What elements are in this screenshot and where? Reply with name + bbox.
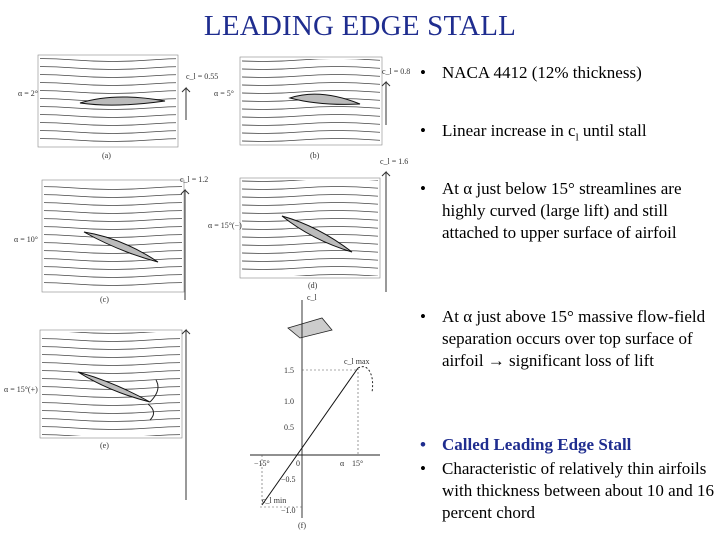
bullet-characteristic: • Characteristic of relatively thin airfoils with thickness between about 10 and 16 percent chord xyxy=(420,459,714,522)
alpha-label-a: α = 2° xyxy=(18,89,38,98)
x-axis-label: α xyxy=(340,459,345,468)
caption-a: (a) xyxy=(102,151,111,160)
caption-f: (f) xyxy=(298,521,306,530)
cl-label-a: c_l = 0.55 xyxy=(186,72,219,81)
x-tick-0: 0 xyxy=(296,459,300,468)
flow-panel-b xyxy=(214,57,410,160)
flow-panel-c xyxy=(14,175,208,304)
caption-b: (b) xyxy=(310,151,320,160)
airfoil-sketch xyxy=(288,318,332,338)
y-tick-0-5: 0.5 xyxy=(284,423,294,432)
cl-label-c: c_l = 1.2 xyxy=(180,175,209,184)
y-axis-label: c_l xyxy=(307,293,317,302)
flow-panel-e xyxy=(4,330,190,500)
bullet-linear-increase: • Linear increase in $c_l$ until stall xyxy=(420,121,647,144)
y-tick-neg-1-0: −1.0 xyxy=(281,506,296,515)
y-tick-neg-0-5: −0.5 xyxy=(281,475,296,484)
cl-max-label: c_l max xyxy=(344,357,370,366)
flow-panel-d xyxy=(208,157,408,292)
x-tick-neg-15: −15° xyxy=(254,459,270,468)
alpha-label-d: α = 15°(−) xyxy=(208,221,242,230)
y-tick-1-0: 1.0 xyxy=(284,397,294,406)
lift-line xyxy=(262,368,358,505)
alpha-label-e: α = 15°(+) xyxy=(4,385,38,394)
caption-d: (d) xyxy=(308,281,318,290)
cl-label-d: c_l = 1.6 xyxy=(380,157,409,166)
y-tick-1-5: 1.5 xyxy=(284,366,294,375)
alpha-label-b: α = 5° xyxy=(214,89,234,98)
caption-c: (c) xyxy=(100,295,109,304)
bullet-naca: • NACA 4412 (12% thickness) xyxy=(420,63,642,82)
bullet-above-15: • At α just above 15° massive flow-field separation occurs over top surface of airfoil → significant loss of lift xyxy=(420,307,706,370)
bullet-below-15: • At α just below 15° streamlines are highly curved (large lift) and still attached to upper surface of airfoil xyxy=(420,179,682,242)
flow-panel-a xyxy=(18,55,218,160)
slide-title: LEADING EDGE STALL xyxy=(203,10,517,42)
bullet-leading-edge-stall: • Called Leading Edge Stall xyxy=(420,435,632,454)
x-tick-15: 15° xyxy=(352,459,364,468)
cl-label-b: c_l = 0.8 xyxy=(382,67,411,76)
stall-curve xyxy=(358,367,373,392)
alpha-label-c: α = 10° xyxy=(14,235,38,244)
cl-min-label: c_l min xyxy=(262,496,287,505)
lift-curve-graph xyxy=(250,293,380,530)
caption-e: (e) xyxy=(100,441,109,450)
